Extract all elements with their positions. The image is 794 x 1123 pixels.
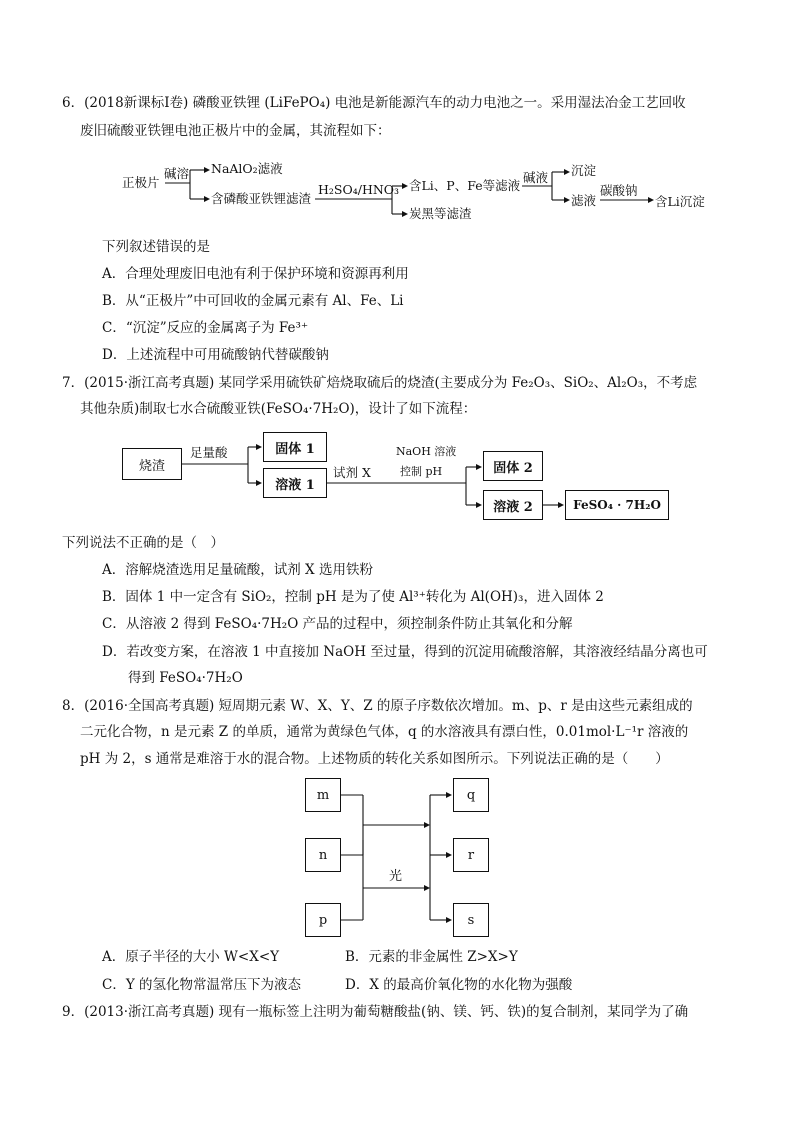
q6-filtrate3-label: 滤液	[571, 193, 597, 208]
q6-reagent2-label: H₂SO₄/HNO₃	[318, 182, 400, 197]
q6-question: 下列叙述错误的是	[102, 239, 210, 255]
q8-box-n: n	[305, 838, 341, 872]
q8-box-m: m	[305, 778, 341, 812]
q7-reagent1-label: 足量酸	[190, 445, 228, 460]
q6-option-b: B．从“正极片”中可回收的金属元素有 Al、Fe、Li	[102, 293, 404, 309]
q7-option-d-line2: 得到 FeSO₄·7H₂O	[128, 670, 243, 686]
q8-arrowhead-s	[446, 917, 452, 923]
q7-option-d: D．若改变方案，在溶液 1 中直接加 NaOH 至过量，得到的沉淀用硫酸溶解，其溶液经结晶分离也可	[102, 644, 708, 660]
q8-option-c: C．Y 的氢化物常温常压下为液态	[102, 977, 302, 993]
q8-arrowhead-upper	[424, 822, 430, 828]
q7-condition-line2: 控制 pH	[400, 465, 443, 478]
q6-option-a: A．合理处理废旧电池有利于保护环境和资源再利用	[102, 266, 409, 282]
q8-condition-label: 光	[389, 869, 403, 884]
q8-box-p: p	[305, 903, 341, 937]
q8-stem-line3: pH 为 2，s 通常是难溶于水的混合物。上述物质的转化关系如图所示。下列说法正确的是（ ）	[80, 751, 669, 767]
q6-option-c: C．“沉淀”反应的金属离子为 Fe³⁺	[102, 320, 309, 336]
q8-stem-line1: 8．(2016·全国高考真题) 短周期元素 W、X、Y、Z 的原子序数依次增加。m、p、r 是由这些元素组成的	[62, 698, 693, 714]
q6-option-d: D．上述流程中可用硫酸钠代替碳酸钠	[102, 347, 329, 363]
q8-option-d: D．X 的最高价氧化物的水化物为强酸	[345, 977, 573, 993]
q8-arrowhead-q	[446, 792, 452, 798]
q8-box-s: s	[453, 903, 489, 937]
q7-start-box: 烧渣	[122, 448, 182, 480]
q8-box-r: r	[453, 838, 489, 872]
q7-solid1-box: 固体 1	[263, 432, 327, 462]
q6-residue1-label: 含磷酸亚铁锂滤渣	[211, 191, 312, 206]
q7-solution1-box: 溶液 1	[263, 468, 327, 498]
q8-stem-line2: 二元化合物，n 是元素 Z 的单质，通常为黄绿色气体，q 的水溶液具有漂白性，0.01mol·L⁻¹r 溶液的	[80, 724, 689, 740]
q7-solution2-box: 溶液 2	[483, 490, 543, 520]
q7-option-a: A．溶解烧渣选用足量硫酸，试剂 X 选用铁粉	[102, 562, 373, 578]
q7-stem-line1: 7．(2015·浙江高考真题) 某同学采用硫铁矿焙烧取硫后的烧渣(主要成分为 Fe₂O₃、SiO₂、Al₂O₃，不考虑	[62, 375, 698, 391]
q6-precipitate-label: 沉淀	[571, 163, 597, 178]
q6-stem-line1: 6．(2018新课标Ⅰ卷) 磷酸亚铁锂 (LiFePO₄) 电池是新能源汽车的动力电池之一。采用湿法冶金工艺回收	[62, 95, 686, 111]
q6-filtrate2-label: 含Li、P、Fe等滤液	[409, 178, 521, 193]
q8-option-a: A．原子半径的大小 W<X<Y	[102, 949, 280, 965]
q8-option-b: B．元素的非金属性 Z>X>Y	[345, 949, 518, 965]
q8-arrowhead-r	[446, 852, 452, 858]
q6-start-label: 正极片	[122, 175, 160, 190]
q7-option-c: C．从溶液 2 得到 FeSO₄·7H₂O 产品的过程中，须控制条件防止其氧化和分解	[102, 616, 573, 632]
q7-reagent2-label: 试剂 X	[333, 465, 371, 480]
q7-product-box: FeSO₄ · 7H₂O	[565, 490, 669, 520]
q7-question: 下列说法不正确的是（ ）	[62, 535, 224, 551]
q9-stem-line1: 9．(2013·浙江高考真题) 现有一瓶标签上注明为葡萄糖酸盐(钠、镁、钙、铁)的复合制剂，某同学为了确	[62, 1004, 689, 1020]
q6-residue2-label: 炭黑等滤渣	[409, 206, 472, 221]
q7-condition-line1: NaOH 溶液	[396, 445, 457, 458]
q7-solid2-box: 固体 2	[483, 451, 543, 481]
q6-filtrate1-label: NaAlO₂滤液	[211, 161, 283, 176]
q7-stem-line2: 其他杂质)制取七水合硫酸亚铁(FeSO₄·7H₂O)，设计了如下流程：	[80, 401, 477, 417]
q6-stem-line2: 废旧硫酸亚铁锂电池正极片中的金属，其流程如下：	[80, 123, 391, 139]
q6-step3-label: 碱液	[523, 170, 549, 185]
q6-step1-label: 碱溶	[164, 166, 190, 181]
q8-arrowhead-lower	[424, 885, 430, 891]
q6-product-label: 含Li沉淀	[655, 194, 705, 209]
q7-option-b: B．固体 1 中一定含有 SiO₂，控制 pH 是为了使 Al³⁺转化为 Al(OH)₃，进入固体 2	[102, 589, 604, 605]
q6-reagent4-label: 碳酸钠	[600, 183, 638, 198]
q8-box-q: q	[453, 778, 489, 812]
